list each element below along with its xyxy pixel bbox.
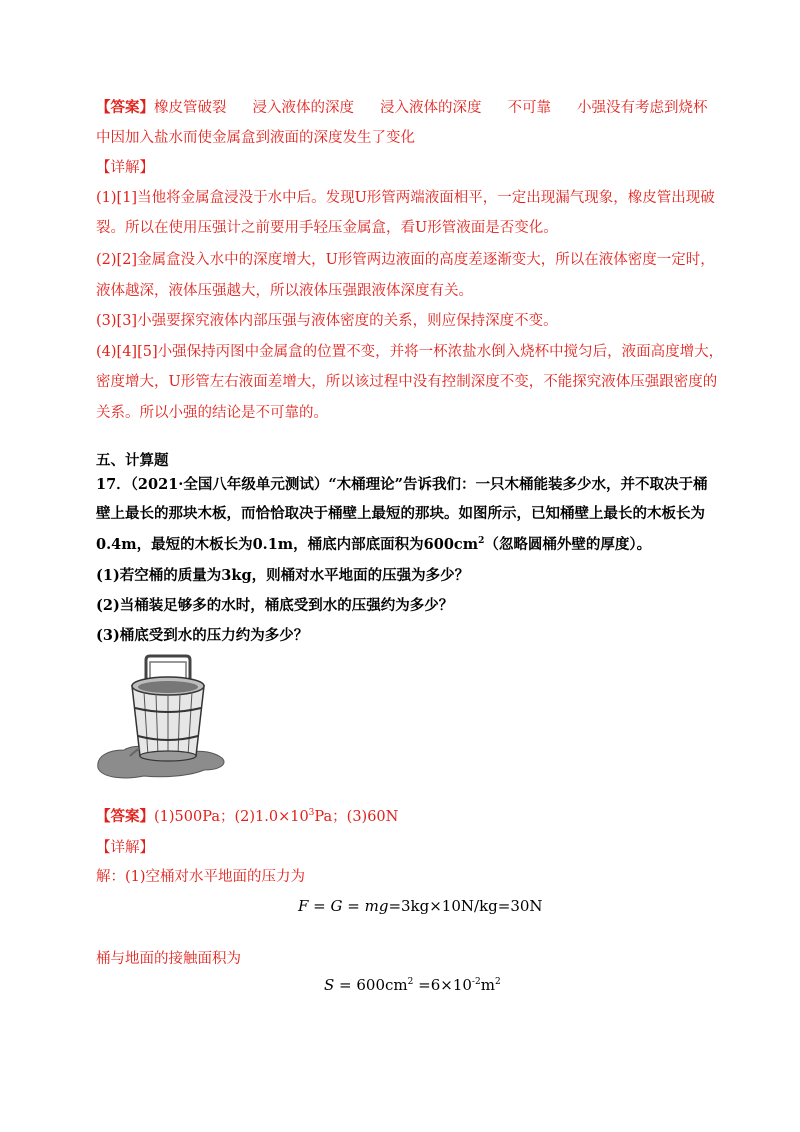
question-line: 17．（2021·全国八年级单元测试）“木桶理论”告诉我们：一只木桶能装多少水，并不取决于桶 — [96, 476, 708, 493]
answer-item: 不可靠 — [507, 100, 551, 116]
answer-item: 浸入液体的深度 — [380, 100, 482, 116]
detail-line: (1)[1]当他将金属盒浸没于水中后。发现U形管两端液面相平，一定出现漏气现象，橡皮管出现破 — [96, 190, 715, 206]
detail-tag: 【详解】 — [96, 160, 154, 176]
detail-line: 裂。所以在使用压强计之前要用手轻压金属盒，看U形管液面是否变化。 — [96, 220, 558, 236]
answer-line-1 — [96, 98, 708, 118]
answer-tag: 【答案】 — [96, 99, 154, 116]
section-heading: 五、计算题 — [96, 452, 169, 469]
question-part: (1)若空桶的质量为3kg，则桶对水平地面的压强为多少？ — [96, 567, 470, 584]
answer2-line: 【答案】(1)500Pa；$(2)1.0\times 10^3Pa$；(3)60N — [96, 808, 399, 825]
detail-line: (2)[2]金属盒没入水中的深度增大，U形管两边液面的高度差逐渐变大，所以在液体密度一定时， — [96, 252, 715, 268]
answer-item: 橡皮管破裂 — [154, 100, 227, 116]
bucket-icon — [94, 652, 242, 786]
detail-line: (4)[4][5]小强保持丙图中金属盒的位置不变，并将一杯浓盐水倒入烧杯中搅匀后，液面高度增大， — [96, 344, 724, 360]
detail-line: (3)[3]小强要探究液体内部压强与液体密度的关系，则应保持深度不变。 — [96, 313, 558, 329]
equation-area: $S = 600cm^2 =6\times 10^{-2}m^2$ — [324, 976, 501, 994]
equation-force: F = G = mg=3kg×10N/kg=30N — [298, 897, 543, 915]
question-part: (2)当桶装足够多的水时，桶底受到水的压强约为多少？ — [96, 597, 454, 614]
answer-item: 浸入液体的深度 — [252, 100, 354, 116]
solution-line: 桶与地面的接触面积为 — [96, 951, 241, 967]
question-line: 壁上最长的那块木板，而恰恰取决于桶壁上最短的那块。如图所示，已知桶壁上最长的木板长为 — [96, 505, 705, 522]
detail-line: 液体越深，液体压强越大，所以液体压强跟液体深度有关。 — [96, 283, 473, 299]
answer-item: 小强没有考虑到烧杯 — [577, 100, 708, 116]
detail-line: 关系。所以小强的结论是不可靠的。 — [96, 405, 328, 421]
wooden-bucket-figure — [94, 652, 242, 786]
question-line: 0.4m，最短的木板长为0.1m，桶底内部底面积为$600cm^2$（忽略圆桶外壁的厚度）。 — [96, 536, 652, 553]
answer-line-2: 中因加入盐水而使金属盒到液面的深度发生了变化 — [96, 130, 415, 146]
answer-tag: 【答案】 — [96, 808, 154, 825]
question-part: (3)桶底受到水的压力约为多少？ — [96, 627, 309, 644]
detail-tag: 【详解】 — [96, 840, 154, 856]
solution-line: 解：(1)空桶对水平地面的压力为 — [96, 869, 306, 885]
detail-line: 密度增大，U形管左右液面差增大，所以该过程中没有控制深度不变，不能探究液体压强跟密度的 — [96, 374, 718, 390]
